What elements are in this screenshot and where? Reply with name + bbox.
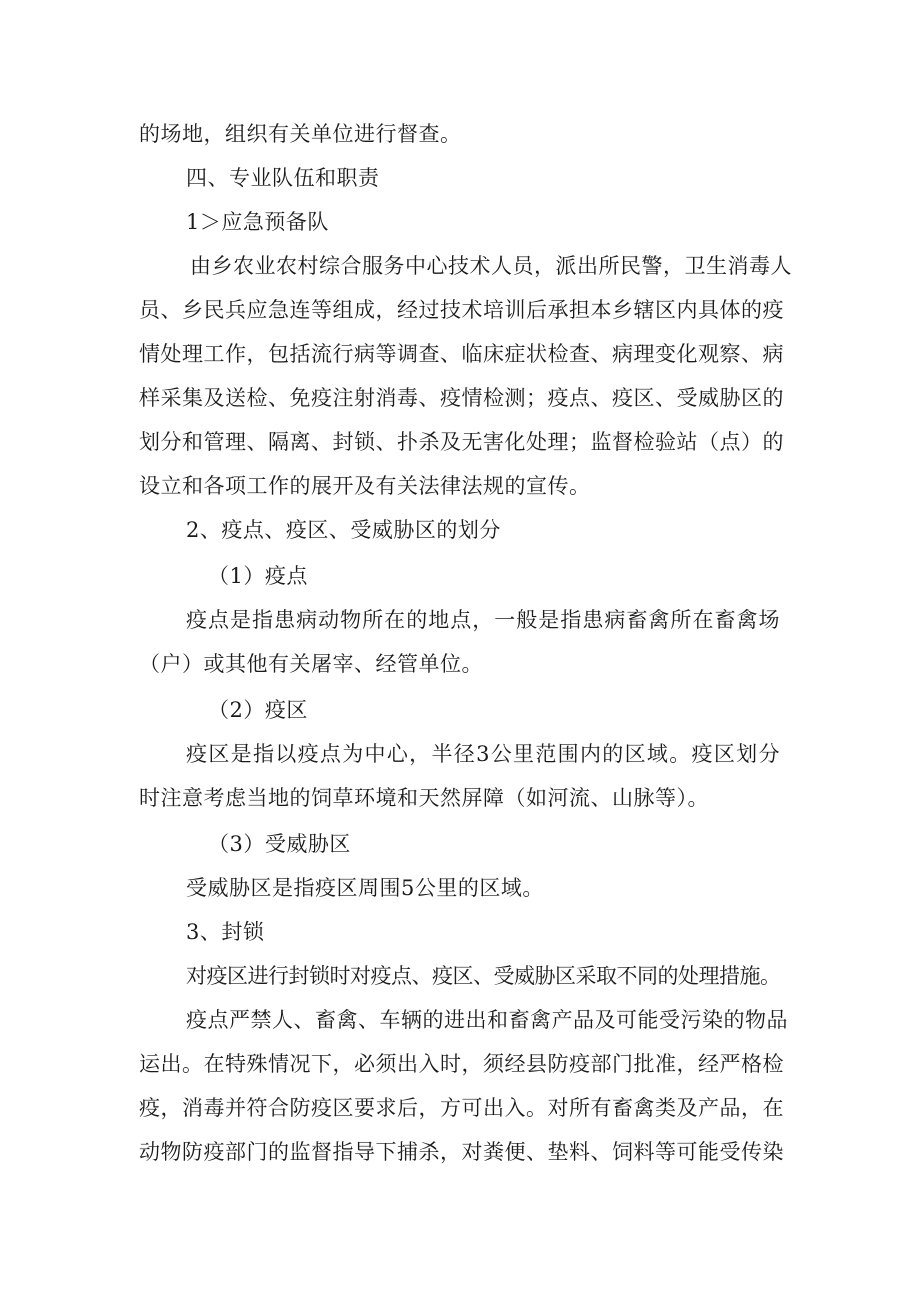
- text-line-18: 受威胁区是指疫区周围5公里的区域。: [186, 876, 544, 900]
- text-line-21: 疫点严禁人、畜禽、车辆的进出和畜禽产品及可能受污染的物品: [186, 1008, 788, 1032]
- text-line-23: 疫，消毒并符合防疫区要求后，方可出入。对所有畜禽类及产品，在: [139, 1096, 784, 1120]
- text-line-12: 疫点是指患病动物所在的地点，一般是指患病畜禽所在畜禽场: [186, 608, 780, 632]
- text-line-5: 员、乡民兵应急连等组成，经过技术培训后承担本乡辖区内具体的疫: [139, 298, 784, 322]
- section-heading-4: 四、专业队伍和职责: [186, 166, 380, 190]
- subsection-heading-3: 3、封锁: [186, 920, 265, 944]
- text-line-4: 由乡农业农村综合服务中心技术人员，派出所民警，卫生消毒人: [190, 254, 792, 278]
- item-heading-1: （1）疫点: [208, 564, 308, 588]
- text-line-16: 时注意考虑当地的饲草环境和天然屏障（如河流、山脉等）。: [139, 786, 709, 810]
- text-line-22: 运出。在特殊情况下，必须出入时，须经县防疫部门批准，经严格检: [139, 1052, 784, 1076]
- text-line-24: 动物防疫部门的监督指导下捕杀，对粪便、垫料、饲料等可能受传染: [139, 1140, 784, 1164]
- text-line-1: 的场地，组织有关单位进行督查。: [139, 122, 462, 146]
- text-line-13: （户）或其他有关屠宰、经管单位。: [139, 652, 483, 676]
- text-line-6: 情处理工作，包括流行病等调查、临床症状检查、病理变化观察、病: [139, 342, 784, 366]
- text-line-15: 疫区是指以疫点为中心，半径3公里范围内的区域。疫区划分: [186, 742, 780, 766]
- subsection-heading-2: 2、疫点、疫区、受威胁区的划分: [186, 518, 501, 542]
- text-line-20: 对疫区进行封锁时对疫点、疫区、受威胁区采取不同的处理措施。: [186, 964, 781, 988]
- item-heading-3: （3）受威胁区: [208, 832, 351, 856]
- text-line-9: 设立和各项工作的展开及有关法律法规的宣传。: [139, 474, 591, 498]
- text-line-7: 样采集及送检、免疫注射消毒、疫情检测；疫点、疫区、受威胁区的: [139, 386, 784, 410]
- subsection-heading-1: 1＞应急预备队: [186, 210, 329, 234]
- text-line-8: 划分和管理、隔离、封锁、扑杀及无害化处理；监督检验站（点）的: [139, 430, 784, 454]
- item-heading-2: （2）疫区: [208, 698, 308, 722]
